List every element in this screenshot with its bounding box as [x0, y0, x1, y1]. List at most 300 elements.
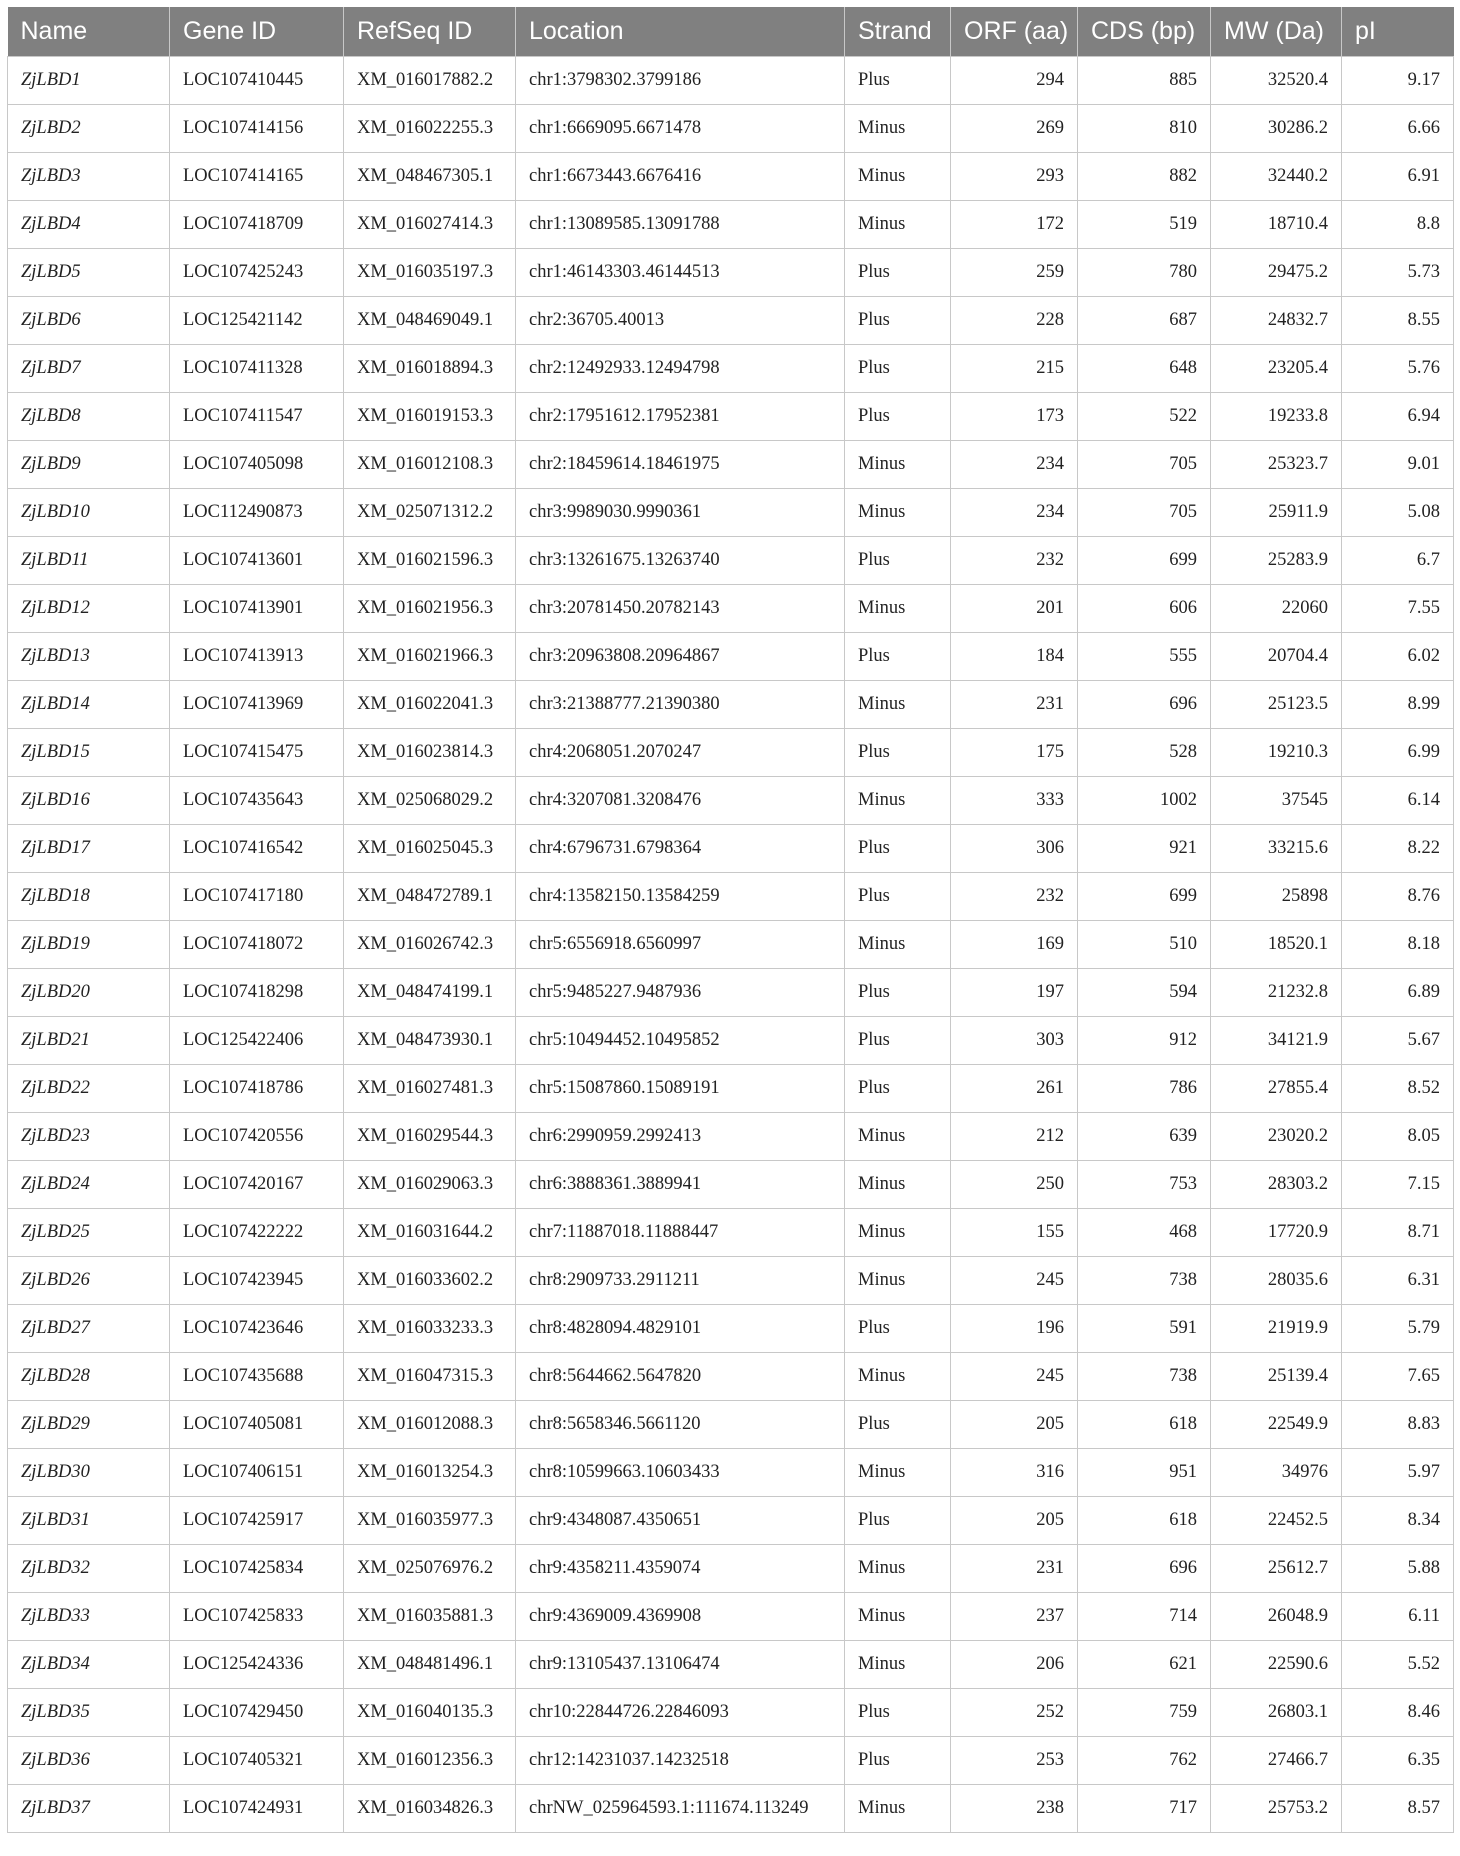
cell-gene-id: LOC107417180 — [170, 873, 344, 921]
cell-mw: 22590.6 — [1211, 1641, 1342, 1689]
cell-name: ZjLBD32 — [8, 1545, 170, 1593]
cell-orf: 250 — [951, 1161, 1078, 1209]
cell-location: chr9:4369009.4369908 — [516, 1593, 845, 1641]
cell-strand: Plus — [845, 1497, 951, 1545]
cell-mw: 19233.8 — [1211, 393, 1342, 441]
cell-location: chr1:46143303.46144513 — [516, 249, 845, 297]
cell-strand: Minus — [845, 1209, 951, 1257]
cell-mw: 25139.4 — [1211, 1353, 1342, 1401]
cell-refseq-id: XM_016012356.3 — [344, 1737, 516, 1785]
cell-name: ZjLBD9 — [8, 441, 170, 489]
cell-strand: Plus — [845, 537, 951, 585]
cell-name: ZjLBD28 — [8, 1353, 170, 1401]
cell-cds: 618 — [1078, 1401, 1211, 1449]
cell-pi: 8.83 — [1342, 1401, 1454, 1449]
cell-name: ZjLBD20 — [8, 969, 170, 1017]
cell-pi: 6.35 — [1342, 1737, 1454, 1785]
cell-pi: 8.22 — [1342, 825, 1454, 873]
cell-cds: 696 — [1078, 681, 1211, 729]
cell-gene-id: LOC107413901 — [170, 585, 344, 633]
table-row — [8, 633, 1454, 681]
cell-strand: Minus — [845, 921, 951, 969]
cell-cds: 699 — [1078, 873, 1211, 921]
cell-cds: 594 — [1078, 969, 1211, 1017]
cell-mw: 33215.6 — [1211, 825, 1342, 873]
cell-orf: 333 — [951, 777, 1078, 825]
cell-location: chr1:13089585.13091788 — [516, 201, 845, 249]
cell-cds: 591 — [1078, 1305, 1211, 1353]
cell-location: chr9:4348087.4350651 — [516, 1497, 845, 1545]
cell-orf: 169 — [951, 921, 1078, 969]
cell-pi: 5.73 — [1342, 249, 1454, 297]
cell-pi: 8.18 — [1342, 921, 1454, 969]
cell-orf: 231 — [951, 1545, 1078, 1593]
cell-orf: 201 — [951, 585, 1078, 633]
cell-strand: Minus — [845, 1785, 951, 1833]
column-header: Strand — [845, 7, 951, 57]
cell-strand: Plus — [845, 297, 951, 345]
cell-gene-id: LOC107429450 — [170, 1689, 344, 1737]
cell-gene-id: LOC107435643 — [170, 777, 344, 825]
cell-orf: 269 — [951, 105, 1078, 153]
cell-refseq-id: XM_025076976.2 — [344, 1545, 516, 1593]
cell-cds: 528 — [1078, 729, 1211, 777]
cell-strand: Minus — [845, 777, 951, 825]
cell-refseq-id: XM_016034826.3 — [344, 1785, 516, 1833]
table-row — [8, 1353, 1454, 1401]
cell-mw: 32440.2 — [1211, 153, 1342, 201]
cell-cds: 885 — [1078, 57, 1211, 105]
table-row — [8, 489, 1454, 537]
cell-name: ZjLBD2 — [8, 105, 170, 153]
table-body — [8, 57, 1454, 1833]
cell-orf: 245 — [951, 1257, 1078, 1305]
cell-gene-id: LOC107411328 — [170, 345, 344, 393]
cell-location: chr5:9485227.9487936 — [516, 969, 845, 1017]
cell-mw: 32520.4 — [1211, 57, 1342, 105]
cell-name: ZjLBD37 — [8, 1785, 170, 1833]
cell-strand: Plus — [845, 729, 951, 777]
cell-location: chr7:11887018.11888447 — [516, 1209, 845, 1257]
cell-location: chr3:20781450.20782143 — [516, 585, 845, 633]
cell-orf: 215 — [951, 345, 1078, 393]
cell-pi: 9.17 — [1342, 57, 1454, 105]
cell-cds: 618 — [1078, 1497, 1211, 1545]
cell-strand: Plus — [845, 1017, 951, 1065]
cell-name: ZjLBD29 — [8, 1401, 170, 1449]
cell-orf: 197 — [951, 969, 1078, 1017]
cell-refseq-id: XM_016021956.3 — [344, 585, 516, 633]
cell-orf: 232 — [951, 873, 1078, 921]
cell-name: ZjLBD25 — [8, 1209, 170, 1257]
cell-cds: 696 — [1078, 1545, 1211, 1593]
cell-gene-id: LOC107405081 — [170, 1401, 344, 1449]
column-header: Gene ID — [170, 7, 344, 57]
cell-orf: 232 — [951, 537, 1078, 585]
cell-refseq-id: XM_048469049.1 — [344, 297, 516, 345]
cell-strand: Plus — [845, 1401, 951, 1449]
cell-location: chr3:13261675.13263740 — [516, 537, 845, 585]
table-row — [8, 1257, 1454, 1305]
cell-refseq-id: XM_025068029.2 — [344, 777, 516, 825]
cell-location: chr2:17951612.17952381 — [516, 393, 845, 441]
cell-strand: Plus — [845, 633, 951, 681]
cell-mw: 19210.3 — [1211, 729, 1342, 777]
cell-name: ZjLBD4 — [8, 201, 170, 249]
cell-strand: Minus — [845, 1593, 951, 1641]
cell-strand: Plus — [845, 1737, 951, 1785]
cell-pi: 6.31 — [1342, 1257, 1454, 1305]
cell-name: ZjLBD24 — [8, 1161, 170, 1209]
cell-location: chr4:2068051.2070247 — [516, 729, 845, 777]
cell-cds: 606 — [1078, 585, 1211, 633]
cell-cds: 519 — [1078, 201, 1211, 249]
cell-cds: 882 — [1078, 153, 1211, 201]
cell-name: ZjLBD12 — [8, 585, 170, 633]
table-row — [8, 825, 1454, 873]
cell-location: chr2:18459614.18461975 — [516, 441, 845, 489]
cell-orf: 175 — [951, 729, 1078, 777]
cell-refseq-id: XM_016021966.3 — [344, 633, 516, 681]
cell-name: ZjLBD36 — [8, 1737, 170, 1785]
cell-name: ZjLBD17 — [8, 825, 170, 873]
cell-refseq-id: XM_016026742.3 — [344, 921, 516, 969]
table-row — [8, 1737, 1454, 1785]
cell-gene-id: LOC107413969 — [170, 681, 344, 729]
table-row — [8, 1113, 1454, 1161]
cell-name: ZjLBD31 — [8, 1497, 170, 1545]
cell-orf: 172 — [951, 201, 1078, 249]
cell-cds: 648 — [1078, 345, 1211, 393]
cell-refseq-id: XM_016029544.3 — [344, 1113, 516, 1161]
cell-name: ZjLBD21 — [8, 1017, 170, 1065]
cell-cds: 780 — [1078, 249, 1211, 297]
cell-refseq-id: XM_016033233.3 — [344, 1305, 516, 1353]
cell-gene-id: LOC107424931 — [170, 1785, 344, 1833]
cell-refseq-id: XM_016018894.3 — [344, 345, 516, 393]
cell-mw: 25123.5 — [1211, 681, 1342, 729]
cell-orf: 206 — [951, 1641, 1078, 1689]
table-row — [8, 1401, 1454, 1449]
cell-refseq-id: XM_016022041.3 — [344, 681, 516, 729]
cell-name: ZjLBD27 — [8, 1305, 170, 1353]
cell-gene-id: LOC107435688 — [170, 1353, 344, 1401]
cell-orf: 259 — [951, 249, 1078, 297]
cell-gene-id: LOC107418298 — [170, 969, 344, 1017]
cell-strand: Minus — [845, 1641, 951, 1689]
cell-cds: 762 — [1078, 1737, 1211, 1785]
cell-cds: 738 — [1078, 1353, 1211, 1401]
cell-location: chr2:12492933.12494798 — [516, 345, 845, 393]
cell-orf: 212 — [951, 1113, 1078, 1161]
table-row — [8, 297, 1454, 345]
cell-strand: Plus — [845, 1305, 951, 1353]
table-row — [8, 921, 1454, 969]
cell-strand: Plus — [845, 393, 951, 441]
cell-cds: 1002 — [1078, 777, 1211, 825]
cell-cds: 621 — [1078, 1641, 1211, 1689]
cell-name: ZjLBD14 — [8, 681, 170, 729]
table-row — [8, 1017, 1454, 1065]
cell-gene-id: LOC107416542 — [170, 825, 344, 873]
cell-pi: 5.79 — [1342, 1305, 1454, 1353]
cell-location: chr5:10494452.10495852 — [516, 1017, 845, 1065]
column-header: ORF (aa) — [951, 7, 1078, 57]
cell-orf: 237 — [951, 1593, 1078, 1641]
cell-gene-id: LOC107411547 — [170, 393, 344, 441]
cell-location: chr8:2909733.2911211 — [516, 1257, 845, 1305]
table-row — [8, 729, 1454, 777]
table-row — [8, 681, 1454, 729]
cell-orf: 173 — [951, 393, 1078, 441]
cell-cds: 522 — [1078, 393, 1211, 441]
cell-orf: 294 — [951, 57, 1078, 105]
cell-mw: 26803.1 — [1211, 1689, 1342, 1737]
cell-pi: 6.91 — [1342, 153, 1454, 201]
cell-refseq-id: XM_016025045.3 — [344, 825, 516, 873]
cell-pi: 8.71 — [1342, 1209, 1454, 1257]
table-row — [8, 1065, 1454, 1113]
cell-refseq-id: XM_016029063.3 — [344, 1161, 516, 1209]
cell-cds: 705 — [1078, 441, 1211, 489]
cell-orf: 234 — [951, 489, 1078, 537]
cell-name: ZjLBD34 — [8, 1641, 170, 1689]
table-row — [8, 249, 1454, 297]
cell-pi: 6.02 — [1342, 633, 1454, 681]
cell-refseq-id: XM_016022255.3 — [344, 105, 516, 153]
cell-gene-id: LOC107405098 — [170, 441, 344, 489]
cell-gene-id: LOC112490873 — [170, 489, 344, 537]
cell-location: chr6:2990959.2992413 — [516, 1113, 845, 1161]
cell-orf: 245 — [951, 1353, 1078, 1401]
cell-strand: Plus — [845, 57, 951, 105]
cell-location: chr12:14231037.14232518 — [516, 1737, 845, 1785]
cell-location: chr8:5644662.5647820 — [516, 1353, 845, 1401]
cell-cds: 810 — [1078, 105, 1211, 153]
cell-gene-id: LOC107414165 — [170, 153, 344, 201]
cell-refseq-id: XM_016040135.3 — [344, 1689, 516, 1737]
column-header: RefSeq ID — [344, 7, 516, 57]
cell-orf: 205 — [951, 1497, 1078, 1545]
cell-location: chr1:6669095.6671478 — [516, 105, 845, 153]
cell-name: ZjLBD5 — [8, 249, 170, 297]
cell-cds: 786 — [1078, 1065, 1211, 1113]
cell-location: chr2:36705.40013 — [516, 297, 845, 345]
cell-pi: 5.67 — [1342, 1017, 1454, 1065]
cell-refseq-id: XM_048481496.1 — [344, 1641, 516, 1689]
cell-orf: 234 — [951, 441, 1078, 489]
cell-gene-id: LOC107406151 — [170, 1449, 344, 1497]
table-row — [8, 153, 1454, 201]
cell-gene-id: LOC125421142 — [170, 297, 344, 345]
cell-name: ZjLBD1 — [8, 57, 170, 105]
table-row — [8, 57, 1454, 105]
cell-cds: 912 — [1078, 1017, 1211, 1065]
cell-strand: Minus — [845, 1113, 951, 1161]
cell-cds: 951 — [1078, 1449, 1211, 1497]
cell-mw: 34976 — [1211, 1449, 1342, 1497]
table-row — [8, 1593, 1454, 1641]
cell-pi: 5.52 — [1342, 1641, 1454, 1689]
cell-refseq-id: XM_016013254.3 — [344, 1449, 516, 1497]
table-header — [8, 7, 1454, 57]
cell-gene-id: LOC107418072 — [170, 921, 344, 969]
cell-location: chr3:9989030.9990361 — [516, 489, 845, 537]
cell-orf: 231 — [951, 681, 1078, 729]
cell-location: chr1:3798302.3799186 — [516, 57, 845, 105]
table-row — [8, 393, 1454, 441]
cell-pi: 5.76 — [1342, 345, 1454, 393]
cell-location: chr4:13582150.13584259 — [516, 873, 845, 921]
table-row — [8, 1641, 1454, 1689]
cell-refseq-id: XM_048473930.1 — [344, 1017, 516, 1065]
cell-mw: 25323.7 — [1211, 441, 1342, 489]
cell-location: chr3:20963808.20964867 — [516, 633, 845, 681]
table-row — [8, 105, 1454, 153]
cell-refseq-id: XM_016027414.3 — [344, 201, 516, 249]
table-row — [8, 777, 1454, 825]
cell-location: chr8:4828094.4829101 — [516, 1305, 845, 1353]
cell-location: chr1:6673443.6676416 — [516, 153, 845, 201]
cell-name: ZjLBD8 — [8, 393, 170, 441]
cell-refseq-id: XM_016023814.3 — [344, 729, 516, 777]
cell-cds: 759 — [1078, 1689, 1211, 1737]
cell-refseq-id: XM_016031644.2 — [344, 1209, 516, 1257]
cell-gene-id: LOC107413913 — [170, 633, 344, 681]
cell-name: ZjLBD30 — [8, 1449, 170, 1497]
cell-refseq-id: XM_048472789.1 — [344, 873, 516, 921]
table-row — [8, 1209, 1454, 1257]
cell-pi: 7.65 — [1342, 1353, 1454, 1401]
cell-pi: 8.76 — [1342, 873, 1454, 921]
cell-gene-id: LOC107425834 — [170, 1545, 344, 1593]
cell-pi: 6.14 — [1342, 777, 1454, 825]
cell-gene-id: LOC107414156 — [170, 105, 344, 153]
cell-gene-id: LOC107422222 — [170, 1209, 344, 1257]
cell-gene-id: LOC107415475 — [170, 729, 344, 777]
cell-location: chr10:22844726.22846093 — [516, 1689, 845, 1737]
cell-pi: 6.99 — [1342, 729, 1454, 777]
cell-orf: 228 — [951, 297, 1078, 345]
cell-strand: Plus — [845, 825, 951, 873]
cell-strand: Minus — [845, 441, 951, 489]
table-row — [8, 1785, 1454, 1833]
cell-refseq-id: XM_016021596.3 — [344, 537, 516, 585]
cell-strand: Minus — [845, 105, 951, 153]
cell-mw: 23205.4 — [1211, 345, 1342, 393]
cell-mw: 27466.7 — [1211, 1737, 1342, 1785]
table-row — [8, 441, 1454, 489]
cell-refseq-id: XM_016017882.2 — [344, 57, 516, 105]
cell-gene-id: LOC107425917 — [170, 1497, 344, 1545]
cell-location: chr3:21388777.21390380 — [516, 681, 845, 729]
cell-name: ZjLBD10 — [8, 489, 170, 537]
column-header: MW (Da) — [1211, 7, 1342, 57]
table-row — [8, 1449, 1454, 1497]
cell-name: ZjLBD6 — [8, 297, 170, 345]
cell-orf: 196 — [951, 1305, 1078, 1353]
cell-strand: Minus — [845, 1161, 951, 1209]
cell-name: ZjLBD7 — [8, 345, 170, 393]
cell-name: ZjLBD18 — [8, 873, 170, 921]
cell-location: chrNW_025964593.1:111674.113249 — [516, 1785, 845, 1833]
cell-cds: 510 — [1078, 921, 1211, 969]
cell-pi: 6.11 — [1342, 1593, 1454, 1641]
column-header: Location — [516, 7, 845, 57]
cell-name: ZjLBD26 — [8, 1257, 170, 1305]
cell-pi: 8.52 — [1342, 1065, 1454, 1113]
cell-cds: 699 — [1078, 537, 1211, 585]
cell-orf: 184 — [951, 633, 1078, 681]
cell-cds: 639 — [1078, 1113, 1211, 1161]
cell-pi: 7.55 — [1342, 585, 1454, 633]
cell-cds: 468 — [1078, 1209, 1211, 1257]
cell-strand: Minus — [845, 681, 951, 729]
cell-strand: Plus — [845, 969, 951, 1017]
cell-gene-id: LOC107418709 — [170, 201, 344, 249]
cell-gene-id: LOC107410445 — [170, 57, 344, 105]
cell-pi: 6.7 — [1342, 537, 1454, 585]
cell-gene-id: LOC107425243 — [170, 249, 344, 297]
cell-refseq-id: XM_048467305.1 — [344, 153, 516, 201]
column-header: pI — [1342, 7, 1454, 57]
cell-refseq-id: XM_016033602.2 — [344, 1257, 516, 1305]
cell-refseq-id: XM_016012088.3 — [344, 1401, 516, 1449]
cell-refseq-id: XM_025071312.2 — [344, 489, 516, 537]
cell-refseq-id: XM_016012108.3 — [344, 441, 516, 489]
cell-cds: 714 — [1078, 1593, 1211, 1641]
cell-location: chr4:6796731.6798364 — [516, 825, 845, 873]
cell-refseq-id: XM_016035881.3 — [344, 1593, 516, 1641]
cell-name: ZjLBD33 — [8, 1593, 170, 1641]
cell-gene-id: LOC125422406 — [170, 1017, 344, 1065]
cell-name: ZjLBD11 — [8, 537, 170, 585]
cell-mw: 21919.9 — [1211, 1305, 1342, 1353]
table-row — [8, 1545, 1454, 1593]
cell-mw: 28303.2 — [1211, 1161, 1342, 1209]
gene-table — [7, 7, 1454, 1833]
cell-mw: 28035.6 — [1211, 1257, 1342, 1305]
cell-strand: Plus — [845, 249, 951, 297]
cell-gene-id: LOC107405321 — [170, 1737, 344, 1785]
cell-refseq-id: XM_016035197.3 — [344, 249, 516, 297]
cell-cds: 717 — [1078, 1785, 1211, 1833]
cell-name: ZjLBD22 — [8, 1065, 170, 1113]
cell-cds: 921 — [1078, 825, 1211, 873]
cell-mw: 26048.9 — [1211, 1593, 1342, 1641]
cell-strand: Plus — [845, 345, 951, 393]
cell-mw: 29475.2 — [1211, 249, 1342, 297]
cell-orf: 306 — [951, 825, 1078, 873]
cell-mw: 22060 — [1211, 585, 1342, 633]
table-row — [8, 1689, 1454, 1737]
cell-location: chr5:6556918.6560997 — [516, 921, 845, 969]
cell-strand: Plus — [845, 1065, 951, 1113]
cell-name: ZjLBD35 — [8, 1689, 170, 1737]
cell-strand: Minus — [845, 153, 951, 201]
cell-pi: 8.57 — [1342, 1785, 1454, 1833]
cell-location: chr4:3207081.3208476 — [516, 777, 845, 825]
cell-pi: 8.34 — [1342, 1497, 1454, 1545]
cell-mw: 25753.2 — [1211, 1785, 1342, 1833]
table-row — [8, 1497, 1454, 1545]
cell-orf: 205 — [951, 1401, 1078, 1449]
cell-strand: Plus — [845, 1689, 951, 1737]
cell-strand: Minus — [845, 1353, 951, 1401]
cell-mw: 21232.8 — [1211, 969, 1342, 1017]
cell-cds: 687 — [1078, 297, 1211, 345]
cell-gene-id: LOC107413601 — [170, 537, 344, 585]
